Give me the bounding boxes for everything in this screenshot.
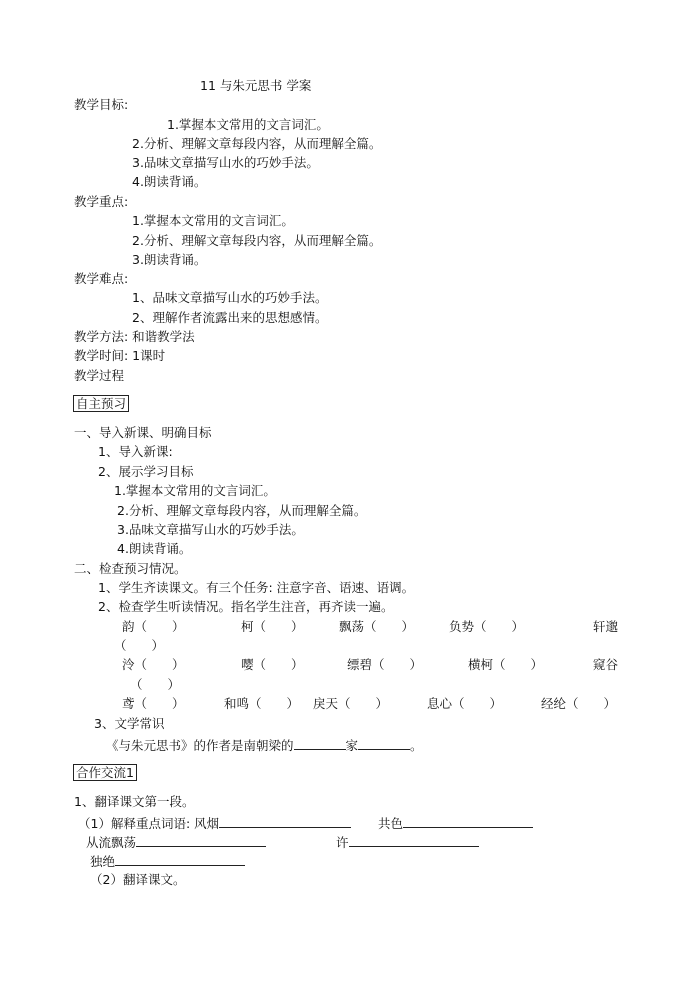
target-item: 2.分析、理解文章每段内容，从而理解全篇。 <box>117 503 367 518</box>
vocab-label: 独绝 <box>90 854 116 869</box>
vocab-question <box>378 814 533 832</box>
vocab-blank[interactable] <box>219 814 351 828</box>
pinyin-item: 嘤（ ） <box>241 657 304 672</box>
author-era-blank[interactable] <box>294 736 346 750</box>
sub-item: 3、文学常识 <box>94 716 165 731</box>
difficulties-heading: 教学难点: <box>74 271 129 286</box>
vocab-question <box>336 833 479 851</box>
sub-item: 1、导入新课: <box>98 444 173 459</box>
pinyin-item: 息心（ ） <box>427 696 503 711</box>
target-item: 1.掌握本文常用的文言词汇。 <box>114 483 276 498</box>
difficulty-item: 2、理解作者流露出来的思想感情。 <box>132 310 328 325</box>
pinyin-item: 缥碧（ ） <box>347 657 423 672</box>
section-box-self-study: 自主预习 <box>73 395 129 412</box>
literature-text: 家 <box>345 738 359 753</box>
target-item: 4.朗读背诵。 <box>117 541 192 556</box>
section-box-cooperation: 合作交流1 <box>73 764 137 781</box>
vocab-question <box>86 833 266 851</box>
pinyin-item: 柯（ ） <box>241 619 304 634</box>
pinyin-item: 负势（ ） <box>449 619 525 634</box>
vocab-blank[interactable] <box>115 852 245 866</box>
vocab-label: （1）解释重点词语: 风烟 <box>78 816 220 831</box>
pinyin-item: 窥谷 <box>593 657 619 672</box>
literature-text: 。 <box>410 738 423 753</box>
sub-item: 2、展示学习目标 <box>98 464 194 479</box>
section-heading: 二、检查预习情况。 <box>74 561 187 576</box>
pinyin-item: 经纶（ ） <box>541 696 617 711</box>
pinyin-item: 和鸣（ ） <box>224 696 300 711</box>
pinyin-item: 鸢（ ） <box>122 696 185 711</box>
goal-item: 1.掌握本文常用的文言词汇。 <box>167 117 329 132</box>
goal-item: 4.朗读背诵。 <box>132 174 207 189</box>
pinyin-item: 横柯（ ） <box>468 657 544 672</box>
page-title: 11 与朱元思书 学案 <box>200 78 312 93</box>
vocab-blank[interactable] <box>349 833 479 847</box>
target-item: 3.品味文章描写山水的巧妙手法。 <box>117 522 304 537</box>
sub-item: 2、检查学生听读情况。指名学生注音，再齐读一遍。 <box>98 599 394 614</box>
key-point-item: 3.朗读背诵。 <box>132 252 207 267</box>
goal-item: 3.品味文章描写山水的巧妙手法。 <box>132 155 319 170</box>
literature-question <box>106 736 423 754</box>
pinyin-item: 韵（ ） <box>122 619 185 634</box>
vocab-blank[interactable] <box>403 814 533 828</box>
teaching-method: 教学方法: 和谐教学法 <box>74 329 195 344</box>
literature-text: 《与朱元思书》的作者是南朝梁的 <box>106 738 294 753</box>
section-heading: 一、导入新课、明确目标 <box>74 425 212 440</box>
pinyin-item: （ ） <box>114 638 165 653</box>
goal-item: 2.分析、理解文章每段内容，从而理解全篇。 <box>132 136 382 151</box>
sub-item: 1、学生齐读课文。有三个任务: 注意字音、语速、语调。 <box>98 580 415 595</box>
vocab-label: 共色 <box>378 816 404 831</box>
vocab-label: 从流飘荡 <box>86 835 137 850</box>
teaching-time: 教学时间: 1课时 <box>74 348 166 363</box>
key-point-item: 1.掌握本文常用的文言词汇。 <box>132 213 294 228</box>
vocab-label: 许 <box>336 835 349 850</box>
key-point-item: 2.分析、理解文章每段内容，从而理解全篇。 <box>132 233 382 248</box>
goals-heading: 教学目标: <box>74 97 129 112</box>
pinyin-item: 飘荡（ ） <box>339 619 415 634</box>
translate-question: （2）翻译课文。 <box>90 872 186 887</box>
pinyin-item: （ ） <box>130 677 181 692</box>
vocab-blank[interactable] <box>136 833 266 847</box>
pinyin-item: 轩邈 <box>593 619 619 634</box>
section-heading: 1、翻译课文第一段。 <box>74 794 195 809</box>
author-name-blank[interactable] <box>358 736 410 750</box>
pinyin-item: 泠（ ） <box>122 657 185 672</box>
vocab-question <box>90 852 245 870</box>
teaching-process: 教学过程 <box>74 368 125 383</box>
key-points-heading: 教学重点: <box>74 194 129 209</box>
vocab-question <box>78 814 351 832</box>
difficulty-item: 1、品味文章描写山水的巧妙手法。 <box>132 290 328 305</box>
pinyin-item: 戾天（ ） <box>313 696 389 711</box>
